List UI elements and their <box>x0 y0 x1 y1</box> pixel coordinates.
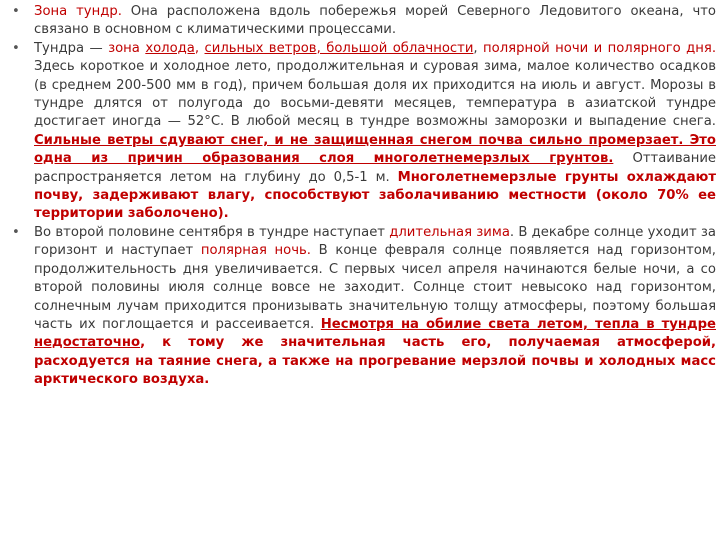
permafrost-effect-highlight: Многолетнемерзлые грунты охлаждают почву, задерживают влагу, способствуют заболачиванию местности (около 70% ее территории заболочено). <box>34 169 716 222</box>
light-warmth-highlight: Несмотря на обилие света летом, тепла в тундре недостаточно <box>34 316 717 351</box>
bullet-dot-icon: • <box>12 4 20 19</box>
bullet-item-tundra-climate <box>10 40 716 224</box>
long-winter-highlight: длительная зима <box>389 224 510 240</box>
climate-intro: Тундра — <box>34 40 109 56</box>
bullet-item-tundra-zone <box>10 3 716 40</box>
polar-night-day-highlight: полярной ночи и полярного дня. <box>483 40 717 56</box>
heat-usage-highlight: , к тому же значительная часть его, получаемая атмосферой, расходуется на таяние снега, а также на прогревание мерзлой почвы и холодных масс арктического воздуха. <box>34 335 716 388</box>
cold-highlight: холода <box>145 40 195 56</box>
seasons-intro: Во второй половине сентября в тундре наступает <box>34 224 390 240</box>
comma-red: , <box>194 40 205 56</box>
polar-night-highlight: полярная ночь. <box>200 243 311 259</box>
comma-plain: , <box>473 40 484 56</box>
bullet-list <box>10 3 716 390</box>
thaw-depth-text: Оттаивание распространяется летом на глубину до 0,5-1 м. <box>34 151 717 185</box>
tundra-zone-text: Она расположена вдоль побережья морей Северного Ледовитого океана, что связано в основном с климатическими процессами. <box>34 4 716 38</box>
bullet-item-tundra-seasons <box>10 224 716 390</box>
bullet-dot-icon: • <box>12 224 20 240</box>
permafrost-cause-highlight: Сильные ветры сдувают снег, и не защищенная снегом почва сильно промерзает. Это одна из причин образования слоя многолетнемерзлых грунтов. <box>34 132 716 167</box>
december-text: . В декабре солнце уходит за горизонт и наступает <box>34 224 716 259</box>
climate-description: Здесь короткое и холодное лето, продолжительная и суровая зима, малое количество осадков (в среднем 200-500 мм в год), причем большая доля их приходится на июль и август. Морозы в тундре длятся от полугода до восьми-девяти месяцев, температура в азиатской тундре достигает иногда — 52°С. В любой месяц в тундре возможны заморозки и выпадение снега. <box>34 59 716 130</box>
winds-clouds-highlight: сильных ветров, большой облачности <box>204 40 474 56</box>
tundra-zone-heading: Зона тундр. <box>34 4 122 19</box>
zone-of-word: зона <box>108 40 146 56</box>
sun-description: В конце февраля солнце появляется над горизонтом, продолжительность дня увеличивается. С первых чисел апреля начинаются белые ночи, а со второй половины июля солнце вовсе не заходит. Солнце стоит невысоко над горизонтом, солнечным лучам приходится пронизывать значительную толщу атмосферы, поэтому большая часть их поглощается и рассеивается. <box>34 243 716 332</box>
bullet-dot-icon: • <box>12 40 20 56</box>
